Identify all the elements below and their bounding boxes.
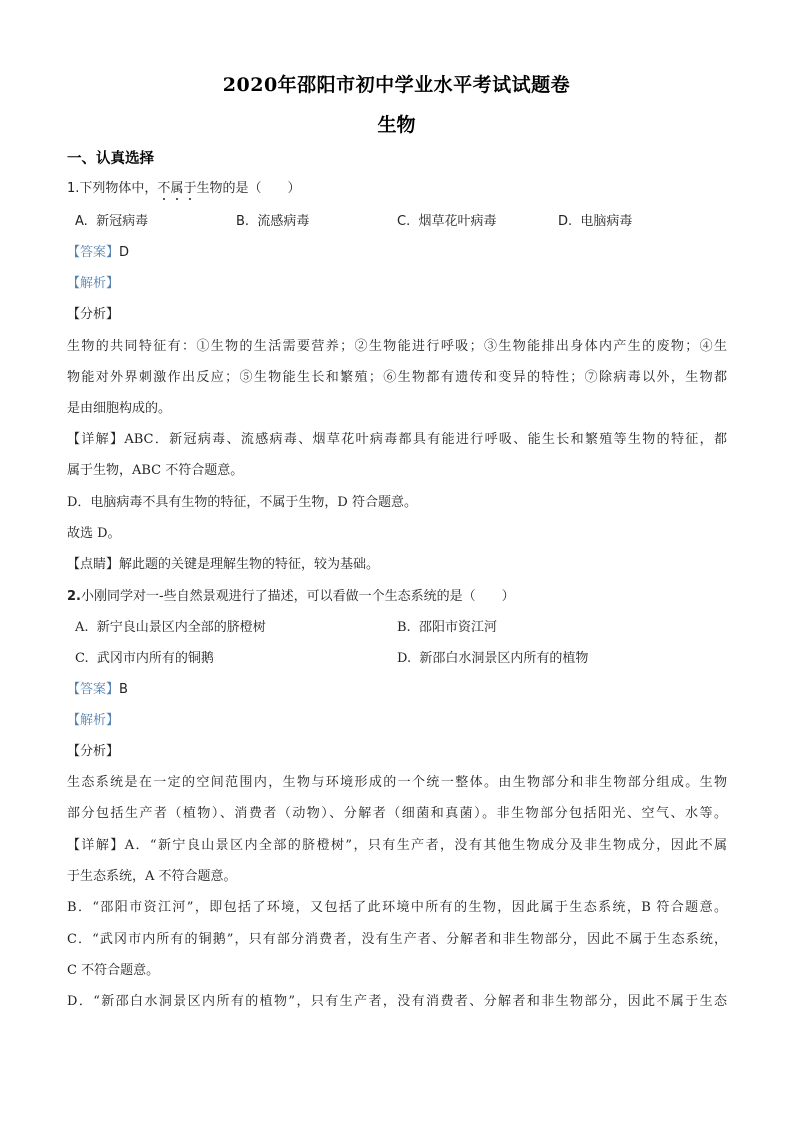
- answer-tag: 【答案】: [67, 682, 120, 697]
- q2-detail-line: C 不符合题意。: [67, 963, 160, 978]
- option-text: 烟草花叶病毒: [418, 214, 497, 229]
- q1-detail-line: 故选 D。: [67, 526, 121, 541]
- answer-value: D: [119, 245, 130, 260]
- option-label: C.: [75, 651, 89, 666]
- q1-emph-char: 不: [157, 181, 171, 196]
- option-label: B.: [236, 214, 250, 229]
- q1-fenxi-line: 生物的共同特征有：①生物的生活需要营养；②生物能进行呼吸；③生物能排出身体内产生的废物；④生: [67, 339, 727, 354]
- comment-text: 解此题的关键是理解生物的特征，较为基础。: [119, 557, 380, 572]
- q2-detail-line: C．“武冈市内所有的铜鹅”，只有部分消费者，没有生产者、分解者和非生物部分，因此不属于生态系统，: [67, 932, 727, 947]
- q1-fenxi-tag: 【分析】: [67, 307, 120, 322]
- q1-answer: [67, 245, 727, 261]
- option-label: D.: [558, 214, 573, 229]
- detail-text: ABC．新冠病毒、流感病毒、烟草花叶病毒都具有能进行呼吸、能生长和繁殖等生物的特征，都: [124, 432, 727, 447]
- detail-tag: 【详解】: [67, 432, 125, 447]
- q1-emph-char: 于: [183, 181, 197, 196]
- detail-text: A．“新宁良山景区内全部的脐橙树”，只有生产者，没有其他生物成分及非生物成分，因此不属: [124, 838, 727, 853]
- q2-option-a: [75, 620, 266, 636]
- option-text: 武冈市内所有的铜鹅: [96, 651, 214, 666]
- q2-fenxi-line: 部分包括生产者（植物）、消费者（动物）、分解者（细菌和真菌）。非生物部分包括阳光、空气、水等。: [67, 806, 727, 821]
- q2-option-b: [397, 620, 497, 636]
- q1-fenxi-line: 物能对外界刺激作出反应；⑤生物能生长和繁殖；⑥生物都有遗传和变异的特性；⑦除病毒以外，生物都: [67, 370, 727, 385]
- q1-fenxi-line: 是由细胞构成的。: [67, 401, 172, 416]
- option-label: B.: [397, 620, 411, 635]
- option-text: 新冠病毒: [96, 214, 149, 229]
- q1-detail-line: 属于生物，ABC 不符合题意。: [67, 463, 244, 478]
- option-label: D.: [397, 651, 412, 666]
- q2-analysis-tag: 【解析】: [67, 713, 120, 728]
- q2-stem-text: 小刚同学对一-些自然景观进行了描述，可以看做一个生态系统的是（ ）: [80, 589, 515, 604]
- option-text: 流感病毒: [257, 214, 310, 229]
- q1-option-c: [397, 214, 497, 230]
- q1-option-a: [75, 214, 148, 230]
- exam-title: 2020年邵阳市初中学业水平考试试题卷: [222, 74, 571, 96]
- q1-detail-line: [67, 432, 727, 448]
- q2-fenxi-tag: 【分析】: [67, 744, 120, 759]
- detail-tag: 【详解】: [67, 838, 125, 853]
- q2-number: 2.: [67, 589, 81, 604]
- q2-option-c: [75, 651, 214, 667]
- option-text: 电脑病毒: [580, 214, 633, 229]
- answer-tag: 【答案】: [67, 245, 120, 260]
- q1-number: 1.: [67, 181, 80, 196]
- q2-detail-line: [67, 838, 727, 854]
- option-text: 新邵白水洞景区内所有的植物: [419, 651, 589, 666]
- q1-stem-before: 下列物体中，: [79, 181, 158, 196]
- q1-options: [67, 214, 727, 230]
- q1-comment: [67, 557, 727, 573]
- q2-options-row1: [67, 620, 727, 636]
- q1-detail-line: D．电脑病毒不具有生物的特征，不属于生物，D 符合题意。: [67, 495, 417, 510]
- q1-analysis-tag: 【解析】: [67, 276, 120, 291]
- q2-detail-line: B．“邵阳市资江河”，即包括了环境，又包括了此环境中所有的生物，因此属于生态系统，B 符合题意。: [67, 900, 727, 915]
- q1-option-d: [558, 214, 632, 230]
- q2-option-d: [397, 651, 588, 667]
- q2-detail-line: D．“新邵白水洞景区内所有的植物”，只有生产者，没有消费者、分解者和非生物部分，因此不属于生态: [67, 994, 727, 1009]
- q1-stem: [67, 181, 727, 197]
- q2-stem: [67, 589, 727, 605]
- option-label: C.: [397, 214, 411, 229]
- q2-fenxi-line: 生态系统是在一定的空间范围内，生物与环境形成的一个统一整体。由生物部分和非生物部分组成。生物: [67, 775, 727, 790]
- q2-answer: [67, 682, 727, 698]
- q1-emph-char: 属: [170, 181, 184, 196]
- q1-stem-after: 生物的是（ ）: [196, 181, 301, 196]
- option-text: 邵阳市资江河: [418, 620, 497, 635]
- option-label: A.: [75, 620, 89, 635]
- option-label: A.: [75, 214, 88, 229]
- section-heading: 一、认真选择: [67, 151, 154, 167]
- subject-title: 生物: [377, 114, 416, 136]
- answer-value: B: [119, 682, 128, 697]
- option-text: 新宁良山景区内全部的脐橙树: [96, 620, 266, 635]
- comment-tag: 【点睛】: [67, 557, 120, 572]
- q1-option-b: [236, 214, 309, 230]
- q2-detail-line: 于生态系统，A 不符合题意。: [67, 869, 237, 884]
- q2-options-row2: [67, 651, 727, 667]
